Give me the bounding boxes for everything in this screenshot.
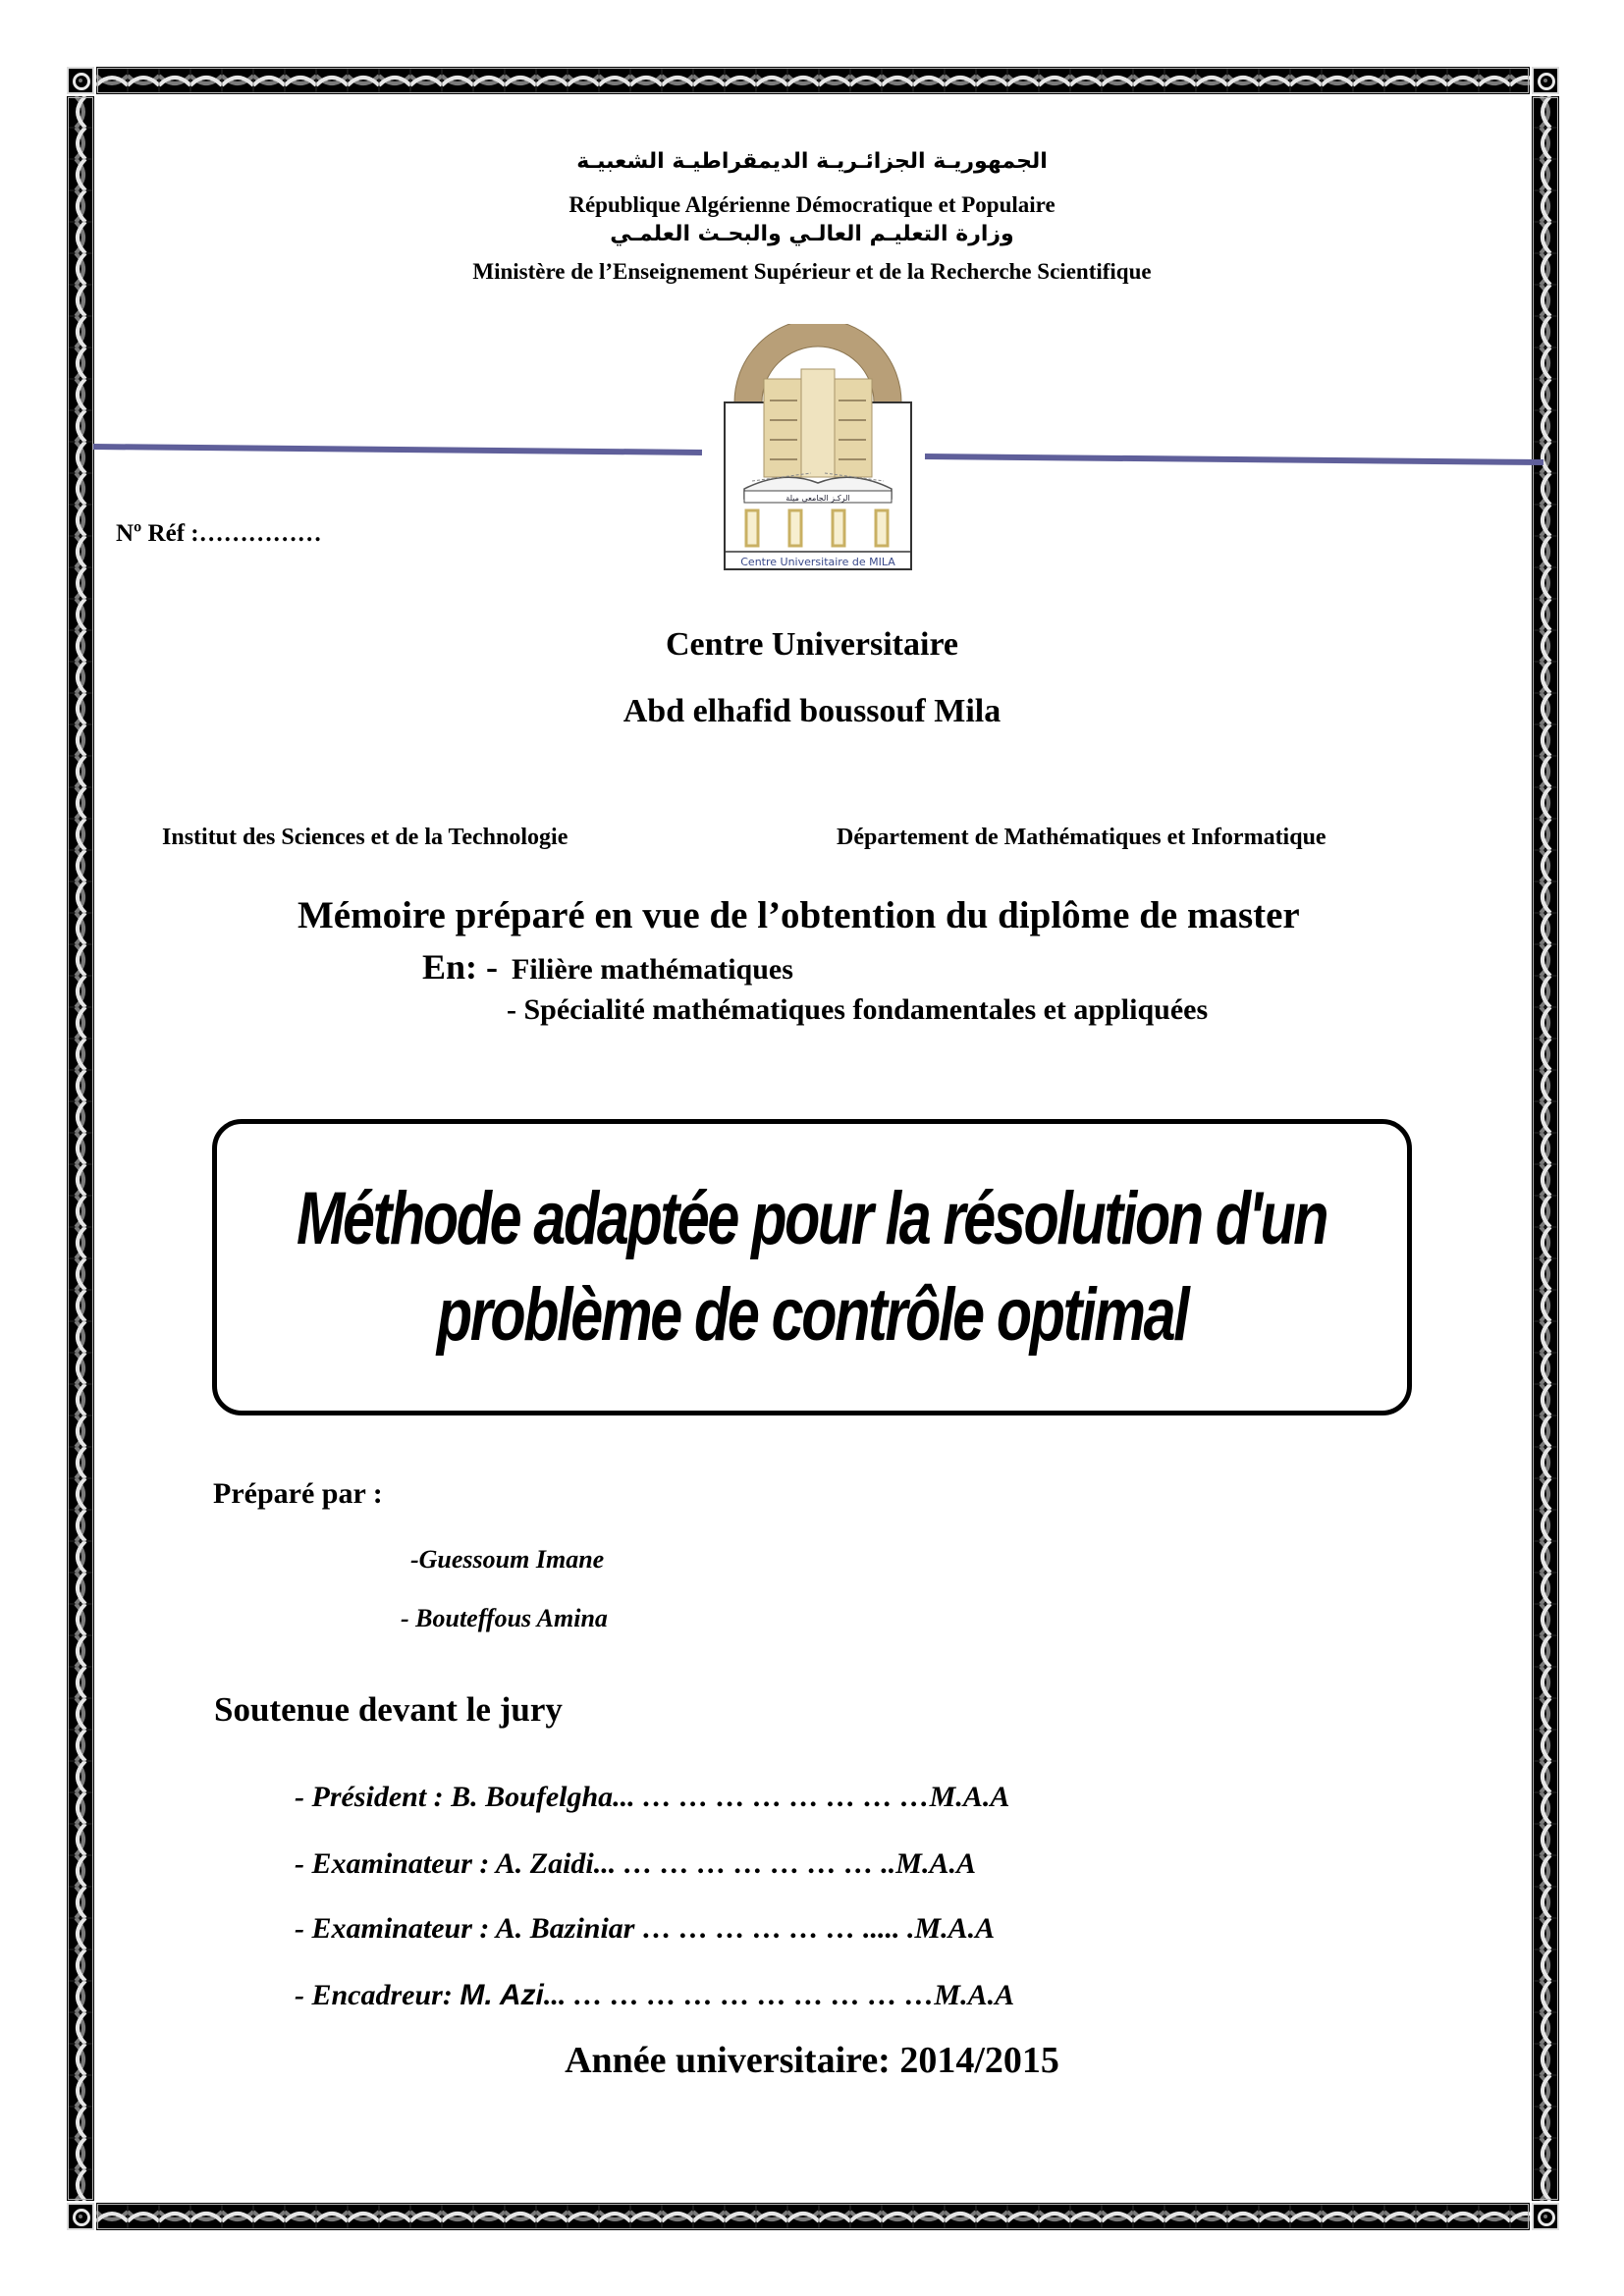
jury-dots: … … … … … … ..... . xyxy=(634,1912,915,1945)
header-french-ministry: Ministère de l’Enseignement Supérieur et de la Recherche Scientifique xyxy=(472,259,1152,284)
thesis-title-line1: Méthode adaptée pour la résolution d'un xyxy=(297,1177,1327,1260)
degree-en-label: En: - xyxy=(422,947,499,987)
jury-role: - Examinateur : xyxy=(295,1847,496,1880)
jury-grade: M.A.A xyxy=(934,1979,1015,2011)
academic-year: Année universitaire: 2014/2015 xyxy=(565,2040,1059,2081)
jury-member-row xyxy=(295,1847,976,1881)
jury-dots: ... … … … … … … … … xyxy=(613,1781,930,1813)
jury-member-row xyxy=(295,1912,995,1946)
jury-name: A. Baziniar xyxy=(495,1912,635,1945)
authors-heading: Préparé par : xyxy=(213,1477,383,1510)
institution-name-line1: Centre Universitaire xyxy=(665,626,959,663)
reference-value: …………… xyxy=(198,520,322,547)
degree-filiere: Filière mathématiques xyxy=(512,953,793,986)
jury-grade: M.A.A xyxy=(914,1912,996,1945)
header-french-republic: République Algérienne Démocratique et Populaire xyxy=(568,192,1056,217)
jury-name: A. Zaidi xyxy=(495,1847,594,1880)
logo-caption: Centre Universitaire de MILA xyxy=(740,556,895,568)
degree-statement: Mémoire préparé en vue de l’obtention du diplôme de master xyxy=(298,894,1300,936)
corner-ornament-icon xyxy=(1532,2203,1559,2230)
jury-name: B. Boufelgha xyxy=(451,1781,614,1813)
header-arabic-ministry: وزارة التعليـم العالـي والبحـث العلمـي xyxy=(610,222,1014,246)
border-left xyxy=(67,96,94,2201)
jury-dots: ... … … … … … … … .. xyxy=(593,1847,896,1880)
author-name: -Guessoum Imane xyxy=(410,1545,605,1574)
jury-member-row xyxy=(295,1979,1014,2012)
jury-member-row xyxy=(295,1781,1009,1814)
reference-label: Nº Réf : xyxy=(116,520,199,547)
jury-dots: ... … … … … … … … … … … xyxy=(543,1979,935,2011)
svg-text:الركـز الجامعي ميلة: الركـز الجامعي ميلة xyxy=(785,494,850,503)
thesis-title-line2: problème de contrôle optimal xyxy=(436,1273,1188,1357)
jury-role: - Président : xyxy=(295,1781,452,1813)
corner-ornament-icon xyxy=(67,2203,94,2230)
thesis-title-box xyxy=(212,1119,1412,1415)
jury-name: M. Azi xyxy=(460,1979,544,2011)
border-bottom xyxy=(96,2203,1530,2230)
institute-name: Institut des Sciences et de la Technologie xyxy=(162,825,568,850)
university-logo xyxy=(705,324,931,579)
institution-name-line2: Abd elhafid boussouf Mila xyxy=(623,693,1001,729)
department-name: Département de Mathématiques et Informatique xyxy=(837,825,1326,850)
border-right xyxy=(1532,96,1559,2201)
degree-field-row xyxy=(422,946,793,988)
corner-ornament-icon xyxy=(67,67,94,94)
jury-role: - Encadreur: xyxy=(295,1979,460,2011)
border-top xyxy=(96,67,1530,94)
header-arabic-republic: الجمهوريـة الجزائـريـة الديمقراطيـة الشعبيـة xyxy=(576,149,1048,174)
author-name: - Bouteffous Amina xyxy=(401,1604,608,1632)
jury-role: - Examinateur : xyxy=(295,1912,496,1945)
corner-ornament-icon xyxy=(1532,67,1559,94)
degree-specialite: - Spécialité mathématiques fondamentales et appliquées xyxy=(507,993,1209,1026)
jury-grade: M.A.A xyxy=(895,1847,976,1880)
reference-number xyxy=(116,520,322,548)
jury-grade: M.A.A xyxy=(929,1781,1010,1813)
jury-heading: Soutenue devant le jury xyxy=(214,1690,563,1729)
